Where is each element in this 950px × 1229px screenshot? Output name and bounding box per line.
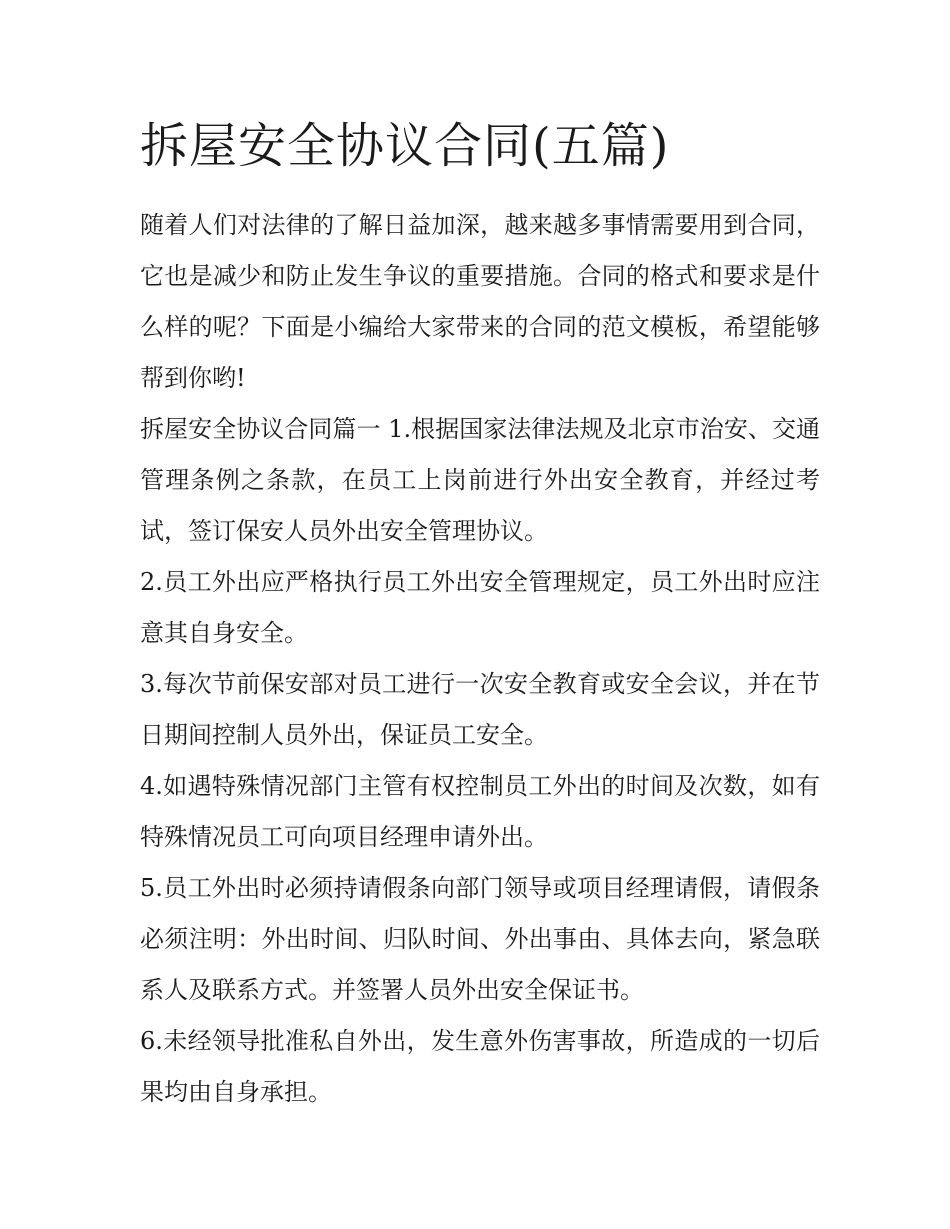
clause-6-paragraph: 6.未经领导批准私自外出，发生意外伤害事故，所造成的一切后果均由自身承担。	[140, 1027, 820, 1106]
clause-3-paragraph: 3.每次节前保安部对员工进行一次安全教育或安全会议，并在节日期间控制人员外出，保证员工安全。	[140, 670, 820, 749]
clause-2-paragraph: 2.员工外出应严格执行员工外出安全管理规定，员工外出时应注意其自身安全。	[140, 568, 820, 647]
document-page	[140, 110, 820, 1118]
intro-paragraph: 随着人们对法律的了解日益加深，越来越多事情需要用到合同，它也是减少和防止发生争议的重要措施。合同的格式和要求是什么样的呢？下面是小编给大家带来的合同的范文模板，希望能够帮到你哟!	[140, 211, 820, 392]
clause-5-paragraph: 5.员工外出时必须持请假条向部门领导或项目经理请假，请假条必须注明：外出时间、归队时间、外出事由、具体去向，紧急联系人及联系方式。并签署人员外出安全保证书。	[140, 874, 820, 1004]
document-title: 拆屋安全协议合同(五篇)	[140, 118, 670, 174]
clause-4-paragraph: 4.如遇特殊情况部门主管有权控制员工外出的时间及次数，如有特殊情况员工可向项目经理申请外出。	[140, 772, 820, 851]
clause-1-paragraph: 拆屋安全协议合同篇一 1.根据国家法律法规及北京市治安、交通管理条例之条款，在员工上岗前进行外出安全教育，并经过考试，签订保安人员外出安全管理协议。	[140, 415, 820, 545]
